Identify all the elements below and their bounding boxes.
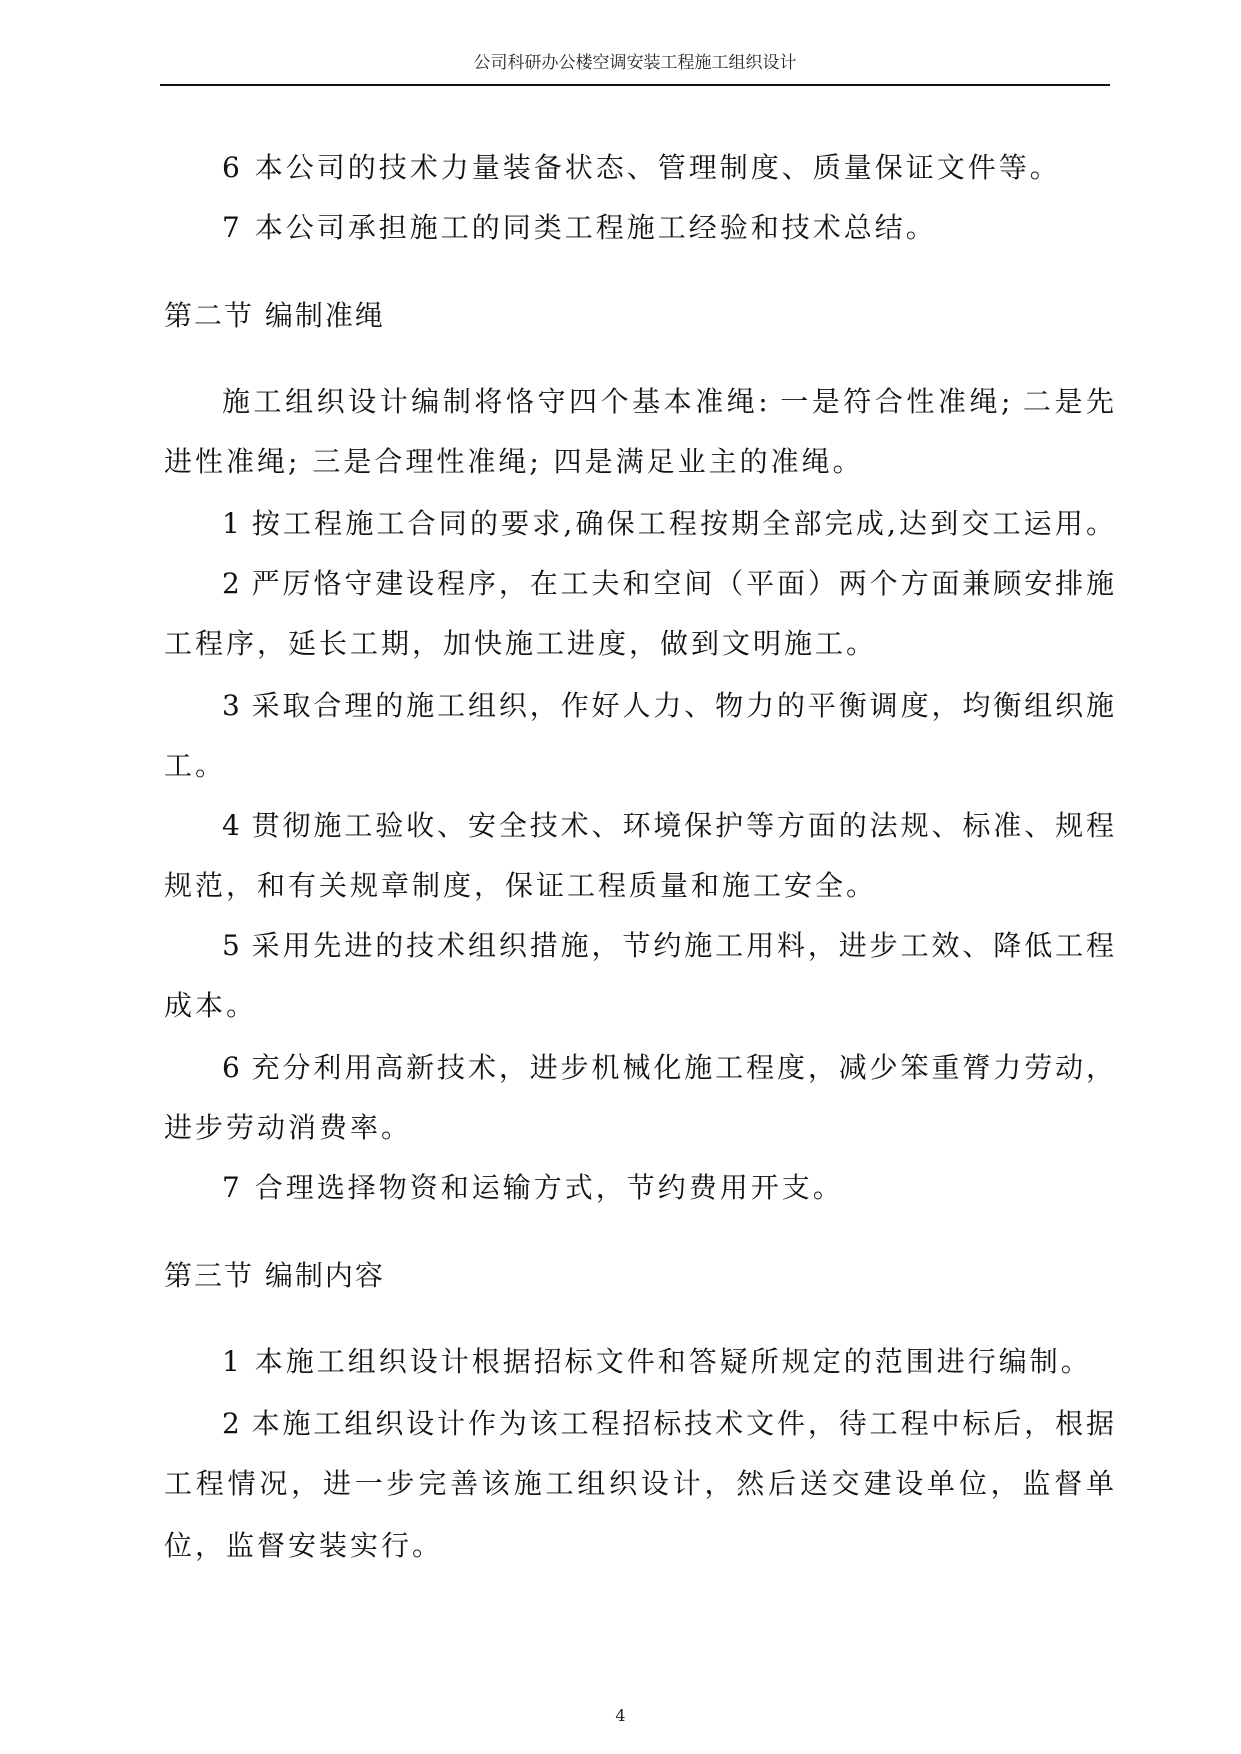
page-number: 4 <box>615 1706 626 1725</box>
paragraph-line: 6 本公司的技术力量装备状态、管理制度、质量保证文件等。 <box>222 151 1061 184</box>
header-divider <box>160 84 1110 86</box>
paragraph-line: 4 贯彻施工验收、安全技术、环境保护等方面的法规、标准、规程 <box>222 809 1114 842</box>
paragraph-line: 工。 <box>164 749 227 782</box>
paragraph-line: 2 严厉恪守建设程序，在工夫和空间（平面）两个方面兼顾安排施 <box>222 567 1114 600</box>
section-heading: 第二节 编制准绳 <box>164 299 385 332</box>
paragraph-line: 进步劳动消费率。 <box>164 1111 413 1144</box>
paragraph-line: 6 充分利用高新技术，进步机械化施工程度，减少笨重膂力劳动， <box>222 1051 1114 1084</box>
section-heading: 第三节 编制内容 <box>164 1259 385 1292</box>
paragraph-line: 2 本施工组织设计作为该工程招标技术文件，待工程中标后，根据 <box>222 1407 1114 1440</box>
paragraph-line: 规范，和有关规章制度，保证工程质量和施工安全。 <box>164 869 878 902</box>
paragraph-line: 1 本施工组织设计根据招标文件和答疑所规定的范围进行编制。 <box>222 1345 1092 1378</box>
paragraph-line: 7 本公司承担施工的同类工程施工经验和技术总结。 <box>222 211 937 244</box>
paragraph-line: 成本。 <box>164 989 258 1022</box>
paragraph-line: 施工组织设计编制将恪守四个基本准绳: 一是符合性准绳; 二是先 <box>222 385 1114 418</box>
paragraph-line: 进性准绳; 三是合理性准绳; 四是满足业主的准绳。 <box>164 445 864 478</box>
paragraph-line: 工程情况，进一步完善该施工组织设计，然后送交建设单位，监督单 <box>164 1467 1114 1500</box>
paragraph-line: 1 按工程施工合同的要求,确保工程按期全部完成,达到交工运用。 <box>222 507 1114 540</box>
paragraph-line: 3 采取合理的施工组织，作好人力、物力的平衡调度，均衡组织施 <box>222 689 1114 722</box>
paragraph-line: 7 合理选择物资和运输方式，节约费用开支。 <box>222 1171 844 1204</box>
paragraph-line: 位，监督安装实行。 <box>164 1529 444 1562</box>
paragraph-line: 工程序，延长工期，加快施工进度，做到文明施工。 <box>164 627 878 660</box>
running-header: 公司科研办公楼空调安装工程施工组织设计 <box>473 53 797 73</box>
paragraph-line: 5 采用先进的技术组织措施，节约施工用料，进步工效、降低工程 <box>222 929 1114 962</box>
